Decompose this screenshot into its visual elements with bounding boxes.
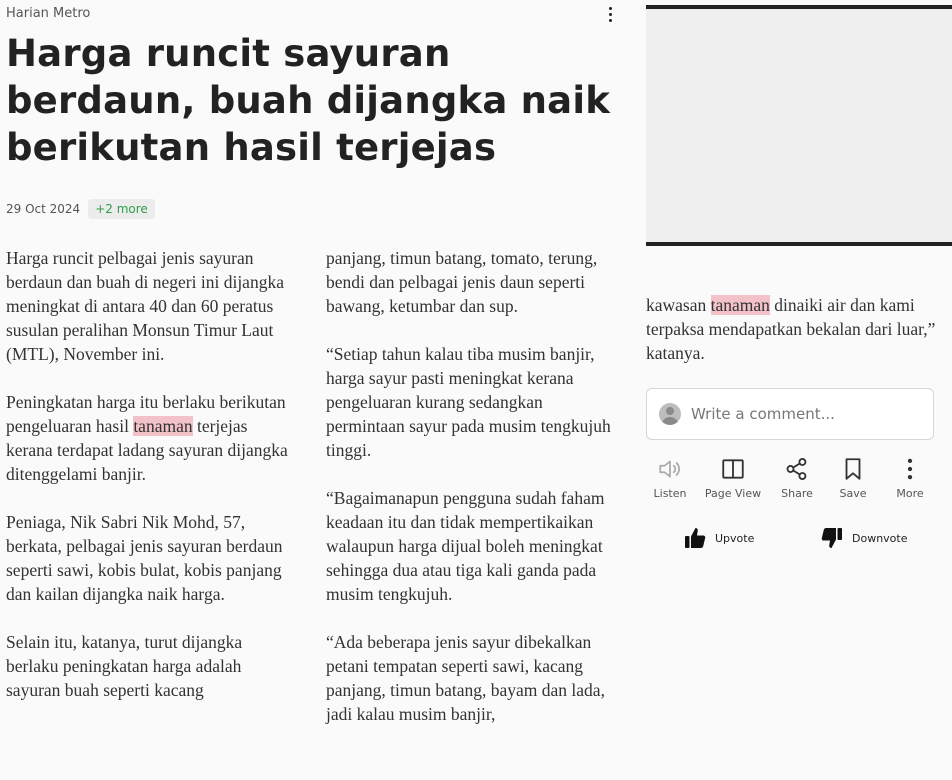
paragraph: Harga runcit pelbagai jenis sayuran berdaun dan buah di negeri ini dijangka meningkat di antara 40 dan 60 peratus susulan peralihan Monsun Timur Laut (MTL), November ini. (6, 248, 284, 364)
avatar-icon (659, 403, 681, 425)
article-column-3 (646, 293, 946, 365)
save-label: Save (839, 487, 867, 500)
highlighted-term: tanaman (710, 295, 770, 315)
action-toolbar (646, 456, 936, 500)
bookmark-icon (840, 456, 866, 482)
more-label: More (896, 487, 924, 500)
paragraph: Selain itu, katanya, turut dijangka berlaku peningkatan harga adalah sayuran buah seperti kacang (6, 632, 243, 700)
listen-label: Listen (653, 487, 687, 500)
page-view-button[interactable] (705, 456, 761, 500)
paragraph (646, 293, 946, 365)
highlighted-term: tanaman (133, 416, 193, 436)
more-sources-tag[interactable]: +2 more (88, 199, 155, 219)
comment-input[interactable] (691, 405, 921, 423)
paragraph: “Setiap tahun kalau tiba musim banjir, harga sayur pasti meningkat kerana pengeluaran kurang sedangkan permintaan sayur pada musim tengkujuh tinggi. (326, 344, 611, 460)
book-open-icon (720, 456, 746, 482)
media-placeholder (646, 5, 952, 246)
paragraph-text: dinaiki air dan kami terpaksa mendapatkan bekalan dari luar,” katanya. (646, 295, 936, 363)
thumbs-up-icon (683, 526, 707, 550)
downvote-label: Downvote (852, 531, 908, 545)
listen-button[interactable] (642, 456, 698, 500)
paragraph: panjang, timun batang, tomato, terung, bendi dan pelbagai jenis daun seperti bawang, ketumbar dan sup. (326, 248, 598, 316)
paragraph: “Ada beberapa jenis sayur dibekalkan petani tempatan seperti sawi, kacang panjang, timun batang, bayam dan lada, jadi kalau musim banjir, (326, 632, 605, 724)
comment-box[interactable] (646, 388, 934, 440)
upvote-button[interactable] (683, 526, 754, 550)
share-label: Share (781, 487, 813, 500)
kebab-menu-icon[interactable] (600, 4, 620, 24)
source-label: Harian Metro (6, 6, 91, 21)
article-column-1 (6, 246, 298, 726)
article-date: 29 Oct 2024 (6, 202, 81, 216)
more-vertical-icon (897, 456, 923, 482)
share-icon (784, 456, 810, 482)
downvote-button[interactable] (820, 526, 908, 550)
article-title: Harga runcit sayuran berdaun, buah dijangka naik berikutan hasil terjejas (6, 32, 611, 169)
page-view-label: Page View (704, 487, 762, 500)
paragraph-text: kawasan (646, 295, 707, 315)
paragraph: “Bagaimanapun pengguna sudah faham keadaan itu dan tidak mempertikaikan walaupun harga dijual boleh meningkat sehingga dua atau tiga kali ganda pada musim tengkujuh. (326, 488, 605, 604)
paragraph-text: Peningkatan harga itu berlaku berikutan pengeluaran hasil (6, 392, 286, 436)
upvote-label: Upvote (715, 531, 755, 545)
thumbs-down-icon (820, 526, 844, 550)
speaker-icon (657, 456, 683, 482)
article-column-2 (326, 246, 622, 750)
paragraph-text: terjejas kerana terdapat ladang sayuran dijangka ditenggelami banjir. (6, 416, 288, 484)
paragraph (6, 390, 298, 486)
more-button[interactable] (882, 456, 938, 500)
save-button[interactable] (825, 456, 881, 500)
paragraph: Peniaga, Nik Sabri Nik Mohd, 57, berkata, pelbagai jenis sayuran berdaun seperti sawi, kobis bulat, kobis panjang dan kailan dijangka naik harga. (6, 512, 283, 604)
article-meta (6, 199, 155, 219)
share-button[interactable] (769, 456, 825, 500)
